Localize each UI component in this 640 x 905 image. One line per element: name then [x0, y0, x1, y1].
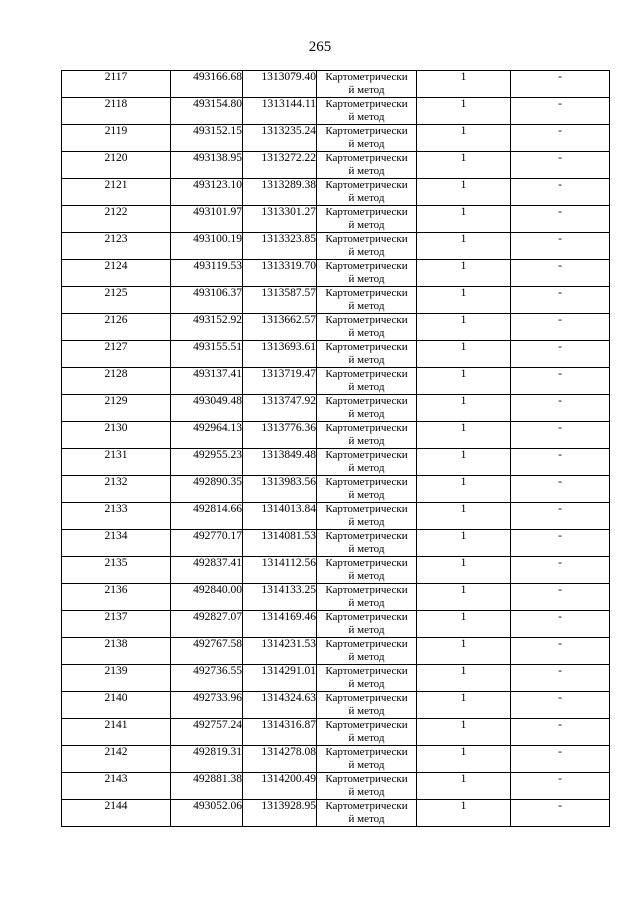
table-row — [62, 98, 610, 125]
accuracy-cell: 1 — [417, 638, 511, 665]
y-coordinate-cell: 1313693.61 — [243, 341, 317, 368]
table-row — [62, 449, 610, 476]
table-row — [62, 368, 610, 395]
x-coordinate-cell: 492736.55 — [171, 665, 243, 692]
x-coordinate-cell: 492770.17 — [171, 530, 243, 557]
table-row — [62, 260, 610, 287]
method-line-1: Картометрически — [325, 557, 408, 569]
x-coordinate-cell: 493138.95 — [171, 152, 243, 179]
method-cell — [317, 314, 417, 341]
point-number-cell: 2139 — [62, 665, 171, 692]
method-line-1: Картометрически — [325, 152, 408, 164]
table-row — [62, 476, 610, 503]
method-line-2: й метод — [348, 678, 385, 690]
accuracy-cell: 1 — [417, 233, 511, 260]
y-coordinate-cell: 1314081.53 — [243, 530, 317, 557]
method-line-1: Картометрически — [325, 719, 408, 731]
method-cell — [317, 125, 417, 152]
description-cell: - — [511, 368, 610, 395]
table-row — [62, 746, 610, 773]
description-cell: - — [511, 152, 610, 179]
x-coordinate-cell: 493049.48 — [171, 395, 243, 422]
point-number-cell: 2120 — [62, 152, 171, 179]
point-number-cell: 2131 — [62, 449, 171, 476]
method-line-1: Картометрически — [325, 71, 408, 83]
description-cell: - — [511, 341, 610, 368]
accuracy-cell: 1 — [417, 692, 511, 719]
method-line-1: Картометрически — [325, 422, 408, 434]
description-cell: - — [511, 692, 610, 719]
point-number-cell: 2126 — [62, 314, 171, 341]
table-row — [62, 773, 610, 800]
method-line-2: й метод — [348, 84, 385, 96]
x-coordinate-cell: 493119.53 — [171, 260, 243, 287]
method-line-1: Картометрически — [325, 746, 408, 758]
method-line-1: Картометрически — [325, 638, 408, 650]
y-coordinate-cell: 1314112.56 — [243, 557, 317, 584]
description-cell: - — [511, 611, 610, 638]
description-cell: - — [511, 71, 610, 98]
table-row — [62, 503, 610, 530]
method-line-2: й метод — [348, 462, 385, 474]
y-coordinate-cell: 1313289.38 — [243, 179, 317, 206]
accuracy-cell: 1 — [417, 584, 511, 611]
method-line-2: й метод — [348, 192, 385, 204]
point-number-cell: 2117 — [62, 71, 171, 98]
table-row — [62, 341, 610, 368]
x-coordinate-cell: 492819.31 — [171, 746, 243, 773]
table-row — [62, 530, 610, 557]
y-coordinate-cell: 1313323.85 — [243, 233, 317, 260]
x-coordinate-cell: 493154.80 — [171, 98, 243, 125]
x-coordinate-cell: 492767.58 — [171, 638, 243, 665]
method-cell — [317, 98, 417, 125]
y-coordinate-cell: 1314200.49 — [243, 773, 317, 800]
accuracy-cell: 1 — [417, 476, 511, 503]
accuracy-cell: 1 — [417, 179, 511, 206]
method-line-1: Картометрически — [325, 530, 408, 542]
table-row — [62, 557, 610, 584]
method-line-2: й метод — [348, 651, 385, 663]
method-line-1: Картометрически — [325, 287, 408, 299]
method-line-2: й метод — [348, 489, 385, 501]
y-coordinate-cell: 1314291.01 — [243, 665, 317, 692]
description-cell: - — [511, 287, 610, 314]
description-cell: - — [511, 395, 610, 422]
y-coordinate-cell: 1314169.46 — [243, 611, 317, 638]
x-coordinate-cell: 492827.07 — [171, 611, 243, 638]
point-number-cell: 2137 — [62, 611, 171, 638]
point-number-cell: 2123 — [62, 233, 171, 260]
x-coordinate-cell: 493166.68 — [171, 71, 243, 98]
x-coordinate-cell: 493123.10 — [171, 179, 243, 206]
description-cell: - — [511, 206, 610, 233]
y-coordinate-cell: 1313272.22 — [243, 152, 317, 179]
method-cell — [317, 476, 417, 503]
table-row — [62, 71, 610, 98]
x-coordinate-cell: 492814.66 — [171, 503, 243, 530]
method-cell — [317, 422, 417, 449]
method-cell — [317, 665, 417, 692]
table-row — [62, 692, 610, 719]
method-line-2: й метод — [348, 435, 385, 447]
description-cell: - — [511, 260, 610, 287]
method-line-1: Картометрически — [325, 692, 408, 704]
method-cell — [317, 449, 417, 476]
method-cell — [317, 152, 417, 179]
description-cell: - — [511, 233, 610, 260]
method-line-1: Картометрически — [325, 800, 408, 812]
point-number-cell: 2130 — [62, 422, 171, 449]
method-line-1: Картометрически — [325, 665, 408, 677]
description-cell: - — [511, 800, 610, 827]
y-coordinate-cell: 1313144.11 — [243, 98, 317, 125]
method-line-1: Картометрически — [325, 773, 408, 785]
x-coordinate-cell: 492955.23 — [171, 449, 243, 476]
method-line-1: Картометрически — [325, 260, 408, 272]
method-line-1: Картометрически — [325, 368, 408, 380]
y-coordinate-cell: 1314278.08 — [243, 746, 317, 773]
x-coordinate-cell: 493137.41 — [171, 368, 243, 395]
accuracy-cell: 1 — [417, 206, 511, 233]
method-line-2: й метод — [348, 246, 385, 258]
page-number: 265 — [308, 39, 332, 55]
x-coordinate-cell: 492733.96 — [171, 692, 243, 719]
method-cell — [317, 584, 417, 611]
x-coordinate-cell: 492964.13 — [171, 422, 243, 449]
method-cell — [317, 638, 417, 665]
point-number-cell: 2134 — [62, 530, 171, 557]
method-line-1: Картометрически — [325, 233, 408, 245]
x-coordinate-cell: 492840.00 — [171, 584, 243, 611]
description-cell: - — [511, 125, 610, 152]
point-number-cell: 2140 — [62, 692, 171, 719]
method-line-1: Картометрически — [325, 611, 408, 623]
method-cell — [317, 179, 417, 206]
method-cell — [317, 692, 417, 719]
method-line-2: й метод — [348, 111, 385, 123]
table-row — [62, 179, 610, 206]
method-line-2: й метод — [348, 381, 385, 393]
accuracy-cell: 1 — [417, 260, 511, 287]
method-line-2: й метод — [348, 138, 385, 150]
method-line-1: Картометрически — [325, 98, 408, 110]
accuracy-cell: 1 — [417, 314, 511, 341]
y-coordinate-cell: 1313983.56 — [243, 476, 317, 503]
accuracy-cell: 1 — [417, 449, 511, 476]
point-number-cell: 2122 — [62, 206, 171, 233]
y-coordinate-cell: 1313747.92 — [243, 395, 317, 422]
description-cell: - — [511, 476, 610, 503]
point-number-cell: 2144 — [62, 800, 171, 827]
method-line-2: й метод — [348, 543, 385, 555]
table-row — [62, 314, 610, 341]
table-row — [62, 152, 610, 179]
accuracy-cell: 1 — [417, 665, 511, 692]
method-line-1: Картометрически — [325, 503, 408, 515]
method-cell — [317, 503, 417, 530]
x-coordinate-cell: 493052.06 — [171, 800, 243, 827]
table-row — [62, 665, 610, 692]
x-coordinate-cell: 492881.38 — [171, 773, 243, 800]
point-number-cell: 2124 — [62, 260, 171, 287]
accuracy-cell: 1 — [417, 611, 511, 638]
table-row — [62, 233, 610, 260]
accuracy-cell: 1 — [417, 125, 511, 152]
method-line-2: й метод — [348, 624, 385, 636]
method-line-2: й метод — [348, 327, 385, 339]
method-cell — [317, 71, 417, 98]
method-line-1: Картометрически — [325, 125, 408, 137]
method-cell — [317, 773, 417, 800]
description-cell: - — [511, 530, 610, 557]
point-number-cell: 2121 — [62, 179, 171, 206]
accuracy-cell: 1 — [417, 719, 511, 746]
point-number-cell: 2136 — [62, 584, 171, 611]
method-cell — [317, 260, 417, 287]
y-coordinate-cell: 1313079.40 — [243, 71, 317, 98]
method-line-2: й метод — [348, 300, 385, 312]
table-row — [62, 584, 610, 611]
accuracy-cell: 1 — [417, 557, 511, 584]
point-number-cell: 2138 — [62, 638, 171, 665]
table-row — [62, 125, 610, 152]
method-cell — [317, 746, 417, 773]
accuracy-cell: 1 — [417, 287, 511, 314]
method-cell — [317, 341, 417, 368]
table-row — [62, 638, 610, 665]
x-coordinate-cell: 493155.51 — [171, 341, 243, 368]
x-coordinate-cell: 492837.41 — [171, 557, 243, 584]
description-cell: - — [511, 179, 610, 206]
description-cell: - — [511, 638, 610, 665]
y-coordinate-cell: 1313662.57 — [243, 314, 317, 341]
y-coordinate-cell: 1313928.95 — [243, 800, 317, 827]
y-coordinate-cell: 1313719.47 — [243, 368, 317, 395]
method-cell — [317, 557, 417, 584]
method-line-1: Картометрически — [325, 206, 408, 218]
method-line-2: й метод — [348, 354, 385, 366]
point-number-cell: 2125 — [62, 287, 171, 314]
method-line-1: Картометрически — [325, 449, 408, 461]
y-coordinate-cell: 1313235.24 — [243, 125, 317, 152]
accuracy-cell: 1 — [417, 152, 511, 179]
accuracy-cell: 1 — [417, 368, 511, 395]
method-line-1: Картометрически — [325, 314, 408, 326]
method-cell — [317, 287, 417, 314]
method-line-2: й метод — [348, 786, 385, 798]
description-cell: - — [511, 503, 610, 530]
point-number-cell: 2132 — [62, 476, 171, 503]
y-coordinate-cell: 1313776.36 — [243, 422, 317, 449]
table-row — [62, 206, 610, 233]
method-line-1: Картометрически — [325, 179, 408, 191]
description-cell: - — [511, 746, 610, 773]
x-coordinate-cell: 493152.92 — [171, 314, 243, 341]
point-number-cell: 2118 — [62, 98, 171, 125]
method-cell — [317, 368, 417, 395]
accuracy-cell: 1 — [417, 98, 511, 125]
coordinates-table — [61, 70, 610, 827]
description-cell: - — [511, 557, 610, 584]
table-row — [62, 800, 610, 827]
y-coordinate-cell: 1313587.57 — [243, 287, 317, 314]
point-number-cell: 2142 — [62, 746, 171, 773]
table-row — [62, 611, 610, 638]
y-coordinate-cell: 1313301.27 — [243, 206, 317, 233]
method-cell — [317, 800, 417, 827]
y-coordinate-cell: 1314231.53 — [243, 638, 317, 665]
accuracy-cell: 1 — [417, 395, 511, 422]
description-cell: - — [511, 422, 610, 449]
method-line-1: Картометрически — [325, 476, 408, 488]
accuracy-cell: 1 — [417, 503, 511, 530]
method-line-1: Картометрически — [325, 395, 408, 407]
method-line-2: й метод — [348, 759, 385, 771]
point-number-cell: 2129 — [62, 395, 171, 422]
method-line-2: й метод — [348, 732, 385, 744]
method-line-2: й метод — [348, 705, 385, 717]
accuracy-cell: 1 — [417, 746, 511, 773]
accuracy-cell: 1 — [417, 341, 511, 368]
y-coordinate-cell: 1314316.87 — [243, 719, 317, 746]
method-line-2: й метод — [348, 597, 385, 609]
x-coordinate-cell: 493100.19 — [171, 233, 243, 260]
method-cell — [317, 395, 417, 422]
x-coordinate-cell: 493106.37 — [171, 287, 243, 314]
description-cell: - — [511, 449, 610, 476]
description-cell: - — [511, 584, 610, 611]
x-coordinate-cell: 492890.35 — [171, 476, 243, 503]
method-line-2: й метод — [348, 570, 385, 582]
method-cell — [317, 611, 417, 638]
method-line-2: й метод — [348, 165, 385, 177]
point-number-cell: 2128 — [62, 368, 171, 395]
y-coordinate-cell: 1314013.84 — [243, 503, 317, 530]
description-cell: - — [511, 98, 610, 125]
accuracy-cell: 1 — [417, 71, 511, 98]
table-row — [62, 395, 610, 422]
x-coordinate-cell: 493152.15 — [171, 125, 243, 152]
y-coordinate-cell: 1314324.63 — [243, 692, 317, 719]
point-number-cell: 2135 — [62, 557, 171, 584]
point-number-cell: 2143 — [62, 773, 171, 800]
description-cell: - — [511, 314, 610, 341]
y-coordinate-cell: 1313849.48 — [243, 449, 317, 476]
x-coordinate-cell: 492757.24 — [171, 719, 243, 746]
accuracy-cell: 1 — [417, 773, 511, 800]
description-cell: - — [511, 719, 610, 746]
method-cell — [317, 206, 417, 233]
method-line-1: Картометрически — [325, 584, 408, 596]
method-line-2: й метод — [348, 219, 385, 231]
accuracy-cell: 1 — [417, 530, 511, 557]
method-line-2: й метод — [348, 408, 385, 420]
y-coordinate-cell: 1313319.70 — [243, 260, 317, 287]
method-cell — [317, 233, 417, 260]
accuracy-cell: 1 — [417, 422, 511, 449]
method-line-2: й метод — [348, 813, 385, 825]
point-number-cell: 2127 — [62, 341, 171, 368]
method-line-2: й метод — [348, 516, 385, 528]
x-coordinate-cell: 493101.97 — [171, 206, 243, 233]
description-cell: - — [511, 773, 610, 800]
method-line-2: й метод — [348, 273, 385, 285]
accuracy-cell: 1 — [417, 800, 511, 827]
point-number-cell: 2141 — [62, 719, 171, 746]
method-line-1: Картометрически — [325, 341, 408, 353]
method-cell — [317, 719, 417, 746]
table-row — [62, 719, 610, 746]
method-cell — [317, 530, 417, 557]
point-number-cell: 2133 — [62, 503, 171, 530]
point-number-cell: 2119 — [62, 125, 171, 152]
description-cell: - — [511, 665, 610, 692]
table-row — [62, 287, 610, 314]
y-coordinate-cell: 1314133.25 — [243, 584, 317, 611]
table-row — [62, 422, 610, 449]
coordinates-table-body — [62, 71, 610, 827]
